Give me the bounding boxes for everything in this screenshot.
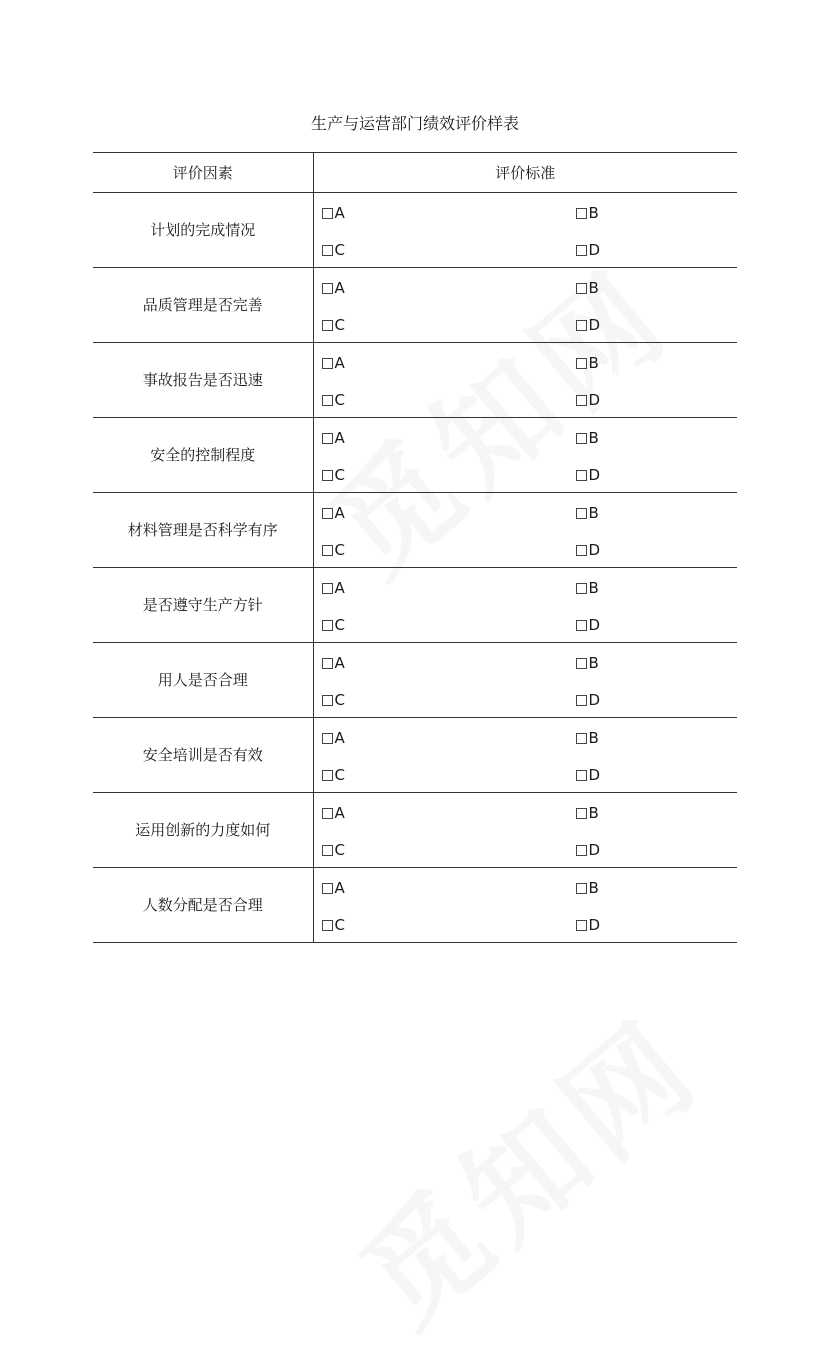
checkbox-icon[interactable] xyxy=(322,620,333,631)
option-c[interactable] xyxy=(322,316,345,334)
checkbox-icon[interactable] xyxy=(576,508,587,519)
option-c[interactable] xyxy=(322,541,345,559)
option-label: B xyxy=(588,879,599,897)
option-d[interactable] xyxy=(576,466,601,484)
option-label: D xyxy=(588,316,601,334)
option-c[interactable] xyxy=(322,766,345,784)
checkbox-icon[interactable] xyxy=(576,395,587,406)
option-b[interactable] xyxy=(576,504,599,522)
option-label: B xyxy=(588,504,599,522)
checkbox-icon[interactable] xyxy=(576,883,587,894)
option-a[interactable] xyxy=(322,204,345,222)
option-label: C xyxy=(334,841,345,859)
checkbox-icon[interactable] xyxy=(322,545,333,556)
option-d[interactable] xyxy=(576,616,601,634)
criteria-cell xyxy=(313,343,737,418)
option-label: D xyxy=(588,466,601,484)
option-d[interactable] xyxy=(576,841,601,859)
option-label: A xyxy=(334,354,345,372)
header-factor: 评价因素 xyxy=(93,153,313,193)
option-label: A xyxy=(334,504,345,522)
option-label: A xyxy=(334,429,345,447)
option-label: C xyxy=(334,316,345,334)
option-label: B xyxy=(588,204,599,222)
option-c[interactable] xyxy=(322,691,345,709)
checkbox-icon[interactable] xyxy=(322,283,333,294)
factor-cell: 计划的完成情况 xyxy=(93,193,313,268)
option-label: A xyxy=(334,654,345,672)
checkbox-icon[interactable] xyxy=(576,245,587,256)
option-label: A xyxy=(334,729,345,747)
checkbox-icon[interactable] xyxy=(322,583,333,594)
criteria-cell xyxy=(313,868,737,943)
option-label: A xyxy=(334,579,345,597)
checkbox-icon[interactable] xyxy=(576,808,587,819)
checkbox-icon[interactable] xyxy=(576,208,587,219)
checkbox-icon[interactable] xyxy=(322,508,333,519)
factor-cell: 安全的控制程度 xyxy=(93,418,313,493)
checkbox-icon[interactable] xyxy=(322,470,333,481)
checkbox-icon[interactable] xyxy=(576,470,587,481)
table-row xyxy=(93,493,737,568)
checkbox-icon[interactable] xyxy=(576,320,587,331)
checkbox-icon[interactable] xyxy=(322,358,333,369)
option-label: B xyxy=(588,429,599,447)
table-row xyxy=(93,343,737,418)
checkbox-icon[interactable] xyxy=(322,245,333,256)
criteria-cell xyxy=(313,568,737,643)
option-label: B xyxy=(588,729,599,747)
criteria-cell xyxy=(313,793,737,868)
criteria-cell xyxy=(313,268,737,343)
table-row xyxy=(93,193,737,268)
option-b[interactable] xyxy=(576,804,599,822)
option-a[interactable] xyxy=(322,579,345,597)
checkbox-icon[interactable] xyxy=(576,358,587,369)
criteria-cell xyxy=(313,193,737,268)
criteria-cell xyxy=(313,493,737,568)
checkbox-icon[interactable] xyxy=(576,658,587,669)
evaluation-table xyxy=(93,152,737,943)
option-d[interactable] xyxy=(576,241,601,259)
option-label: D xyxy=(588,916,601,934)
option-a[interactable] xyxy=(322,354,345,372)
option-label: C xyxy=(334,241,345,259)
checkbox-icon[interactable] xyxy=(576,695,587,706)
checkbox-icon[interactable] xyxy=(576,583,587,594)
option-b[interactable] xyxy=(576,879,599,897)
document-title: 生产与运营部门绩效评价样表 xyxy=(310,114,519,133)
factor-cell: 运用创新的力度如何 xyxy=(93,793,313,868)
option-label: D xyxy=(588,541,601,559)
option-label: C xyxy=(334,916,345,934)
option-label: B xyxy=(588,654,599,672)
option-a[interactable] xyxy=(322,279,345,297)
checkbox-icon[interactable] xyxy=(576,920,587,931)
checkbox-icon[interactable] xyxy=(322,320,333,331)
option-b[interactable] xyxy=(576,729,599,747)
checkbox-icon[interactable] xyxy=(322,395,333,406)
option-label: C xyxy=(334,691,345,709)
checkbox-icon[interactable] xyxy=(322,808,333,819)
table-row xyxy=(93,643,737,718)
factor-cell: 事故报告是否迅速 xyxy=(93,343,313,418)
factor-cell: 用人是否合理 xyxy=(93,643,313,718)
table-row xyxy=(93,418,737,493)
option-c[interactable] xyxy=(322,466,345,484)
factor-cell: 是否遵守生产方针 xyxy=(93,568,313,643)
checkbox-icon[interactable] xyxy=(576,770,587,781)
checkbox-icon[interactable] xyxy=(322,208,333,219)
option-c[interactable] xyxy=(322,841,345,859)
option-label: C xyxy=(334,466,345,484)
option-label: B xyxy=(588,579,599,597)
option-a[interactable] xyxy=(322,879,345,897)
option-b[interactable] xyxy=(576,354,599,372)
criteria-cell xyxy=(313,643,737,718)
factor-cell: 材料管理是否科学有序 xyxy=(93,493,313,568)
option-label: D xyxy=(588,241,601,259)
table-row xyxy=(93,793,737,868)
checkbox-icon[interactable] xyxy=(322,883,333,894)
option-d[interactable] xyxy=(576,316,601,334)
option-c[interactable] xyxy=(322,391,345,409)
checkbox-icon[interactable] xyxy=(322,920,333,931)
option-d[interactable] xyxy=(576,916,601,934)
header-criteria: 评价标准 xyxy=(495,164,556,182)
checkbox-icon[interactable] xyxy=(322,845,333,856)
option-d[interactable] xyxy=(576,766,601,784)
checkbox-icon[interactable] xyxy=(576,283,587,294)
option-d[interactable] xyxy=(576,391,601,409)
checkbox-icon[interactable] xyxy=(576,733,587,744)
checkbox-icon[interactable] xyxy=(322,658,333,669)
option-label: A xyxy=(334,879,345,897)
option-label: C xyxy=(334,766,345,784)
factor-cell: 安全培训是否有效 xyxy=(93,718,313,793)
checkbox-icon[interactable] xyxy=(576,433,587,444)
option-b[interactable] xyxy=(576,204,599,222)
checkbox-icon[interactable] xyxy=(576,545,587,556)
option-a[interactable] xyxy=(322,429,345,447)
option-c[interactable] xyxy=(322,616,345,634)
criteria-cell xyxy=(313,418,737,493)
table-row xyxy=(93,868,737,943)
checkbox-icon[interactable] xyxy=(576,845,587,856)
criteria-cell xyxy=(313,718,737,793)
table-header-row xyxy=(93,153,737,193)
table-row xyxy=(93,268,737,343)
option-d[interactable] xyxy=(576,691,601,709)
option-label: C xyxy=(334,616,345,634)
option-label: A xyxy=(334,204,345,222)
factor-cell: 品质管理是否完善 xyxy=(93,268,313,343)
option-label: B xyxy=(588,804,599,822)
option-b[interactable] xyxy=(576,429,599,447)
option-label: D xyxy=(588,691,601,709)
option-label: D xyxy=(588,616,601,634)
option-label: A xyxy=(334,279,345,297)
factor-cell: 人数分配是否合理 xyxy=(93,868,313,943)
checkbox-icon[interactable] xyxy=(576,620,587,631)
checkbox-icon[interactable] xyxy=(322,733,333,744)
option-a[interactable] xyxy=(322,804,345,822)
option-a[interactable] xyxy=(322,654,345,672)
option-label: D xyxy=(588,841,601,859)
option-c[interactable] xyxy=(322,916,345,934)
option-b[interactable] xyxy=(576,279,599,297)
option-a[interactable] xyxy=(322,504,345,522)
checkbox-icon[interactable] xyxy=(322,695,333,706)
option-label: C xyxy=(334,541,345,559)
option-label: A xyxy=(334,804,345,822)
option-b[interactable] xyxy=(576,654,599,672)
watermark-bottom xyxy=(320,975,729,1357)
option-label: D xyxy=(588,391,601,409)
option-c[interactable] xyxy=(322,241,345,259)
option-label: D xyxy=(588,766,601,784)
checkbox-icon[interactable] xyxy=(322,433,333,444)
option-d[interactable] xyxy=(576,541,601,559)
table-row xyxy=(93,568,737,643)
option-label: C xyxy=(334,391,345,409)
option-b[interactable] xyxy=(576,579,599,597)
option-a[interactable] xyxy=(322,729,345,747)
option-label: B xyxy=(588,279,599,297)
checkbox-icon[interactable] xyxy=(322,770,333,781)
option-label: B xyxy=(588,354,599,372)
table-row xyxy=(93,718,737,793)
